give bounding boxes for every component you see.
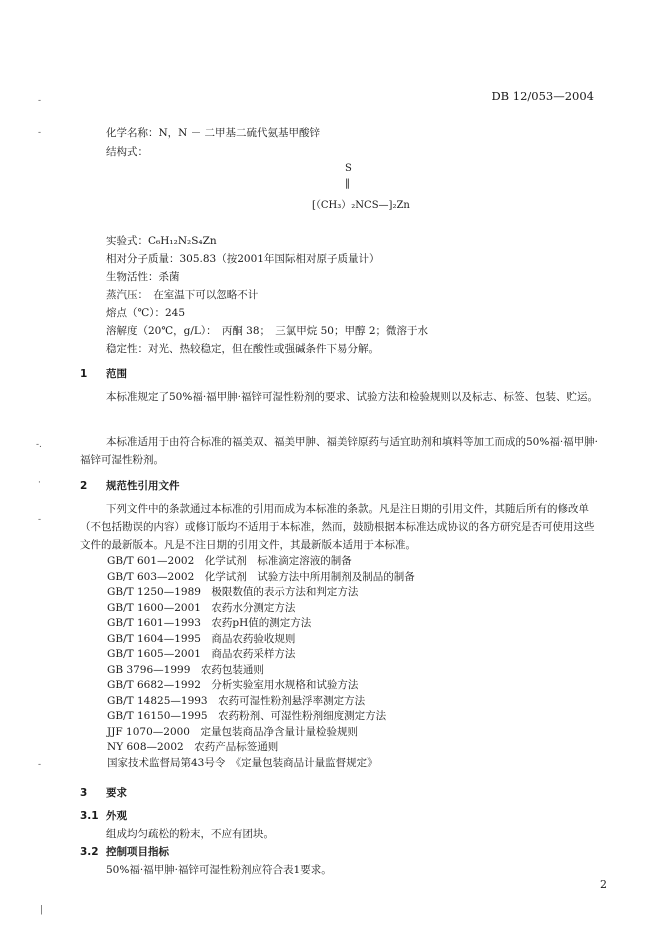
subsection-3-2-heading bbox=[80, 844, 169, 859]
section-3-heading bbox=[80, 785, 127, 800]
melting-point: 熔点（℃）：245 bbox=[106, 307, 186, 319]
section-number: 3 bbox=[80, 787, 88, 799]
section-1-paragraph-scope: 本标准规定了50%福·福甲胂·福锌可湿性粉剂的要求、试验方法和检验规则以及标志、标签、包装、贮运。 bbox=[106, 391, 599, 403]
reference-item: JJF 1070—2000 定量包装商品净含量计量检验规则 bbox=[107, 725, 358, 738]
solubility: 溶解度（20℃，g/L）： 丙酮 38； 三氯甲烷 50；甲醇 2；微溶于水 bbox=[106, 325, 429, 337]
subsection-title: 外观 bbox=[106, 810, 127, 822]
bioactivity: 生物活性：杀菌 bbox=[106, 271, 180, 283]
section-title: 范围 bbox=[106, 368, 127, 380]
reference-list bbox=[107, 554, 415, 771]
vapor-pressure: 蒸汽压： 在室温下可以忽略不计 bbox=[106, 289, 259, 301]
chemical-name: 化学名称：N，N － 二甲基二硫代氨基甲酸锌 bbox=[106, 127, 321, 139]
scan-mark: - bbox=[38, 96, 42, 106]
reference-item: GB/T 16150—1995 农药粉剂、可湿性粉剂细度测定方法 bbox=[107, 710, 387, 722]
structure-double-bond: ‖ bbox=[345, 178, 350, 189]
subsection-3-1-heading bbox=[80, 808, 127, 823]
section-1-heading bbox=[80, 366, 127, 381]
subsection-title: 控制项目指标 bbox=[106, 846, 169, 858]
scan-mark: - bbox=[38, 128, 42, 138]
reference-item: GB/T 1604—1995 商品农药验收规则 bbox=[107, 632, 296, 645]
section-2-heading bbox=[80, 478, 180, 493]
reference-item: GB 3796—1999 农药包装通则 bbox=[107, 663, 264, 676]
reference-item: GB/T 601—2002 化学试剂 标准滴定溶液的制备 bbox=[107, 555, 352, 567]
stability: 稳定性：对光、热较稳定，但在酸性或强碱条件下易分解。 bbox=[106, 343, 379, 355]
scan-mark: - bbox=[38, 760, 42, 770]
document-number: DB 12/053—2004 bbox=[491, 89, 594, 103]
scan-mark: | bbox=[40, 905, 44, 915]
subsection-3-2-text: 50%福·福甲胂·福锌可湿性粉剂应符合表1要求。 bbox=[106, 864, 332, 876]
scan-mark: - bbox=[38, 515, 42, 525]
structure-atom-s: S bbox=[345, 163, 352, 174]
reference-item: NY 608—2002 农药产品标签通则 bbox=[107, 741, 279, 753]
reference-item: GB/T 1600—2001 农药水分测定方法 bbox=[107, 601, 296, 614]
page-number: 2 bbox=[600, 878, 607, 891]
scan-mark: -. bbox=[36, 440, 42, 450]
structure-label: 结构式： bbox=[106, 146, 148, 158]
scan-mark: · bbox=[38, 478, 41, 488]
section-1-paragraph-applicability: 本标准适用于由符合标准的福美双、福美甲胂、福美锌原药与适宜助剂和填料等加工而成的50%福·福甲胂·福锌可湿性粉剂。 bbox=[80, 436, 599, 466]
section-title: 规范性引用文件 bbox=[106, 480, 180, 492]
reference-item: GB/T 603—2002 化学试剂 试验方法中所用制剂及制品的制备 bbox=[107, 570, 415, 583]
molecular-weight: 相对分子质量：305.83（按2001年国际相对原子质量计） bbox=[106, 253, 380, 265]
reference-item: GB/T 1250—1989 极限数值的表示方法和判定方法 bbox=[107, 586, 359, 598]
subsection-number: 3.2 bbox=[80, 846, 99, 858]
empirical-formula: 实验式：C₆H₁₂N₂S₄Zn bbox=[106, 235, 217, 247]
reference-item: GB/T 1601—1993 农药pH值的测定方法 bbox=[107, 617, 312, 629]
reference-item: GB/T 6682—1992 分析实验室用水规格和试验方法 bbox=[107, 679, 359, 691]
section-title: 要求 bbox=[106, 787, 127, 799]
section-2-paragraph: 下列文件中的条款通过本标准的引用而成为本标准的条款。凡是注日期的引用文件，其随后所有的修改单（不包括勘误的内容）或修订版均不适用于本标准，然而，鼓励根据本标准达成协议的各方研究是否可使用这些文件的最新版本。凡是不注日期的引用文件，其最新版本适用于本标准。 bbox=[80, 503, 595, 551]
structure-formula: [（CH₃）₂NCS—]₂Zn bbox=[312, 200, 410, 211]
subsection-number: 3.1 bbox=[80, 810, 99, 822]
reference-item: GB/T 14825—1993 农药可湿性粉剂悬浮率测定方法 bbox=[107, 694, 366, 707]
section-number: 1 bbox=[80, 368, 88, 380]
subsection-3-1-text: 组成均匀疏松的粉末，不应有团块。 bbox=[106, 828, 274, 840]
reference-item: GB/T 1605—2001 商品农药采样方法 bbox=[107, 648, 296, 660]
section-number: 2 bbox=[80, 480, 88, 492]
reference-item: 国家技术监督局第43号令 《定量包装商品计量监督规定》 bbox=[107, 756, 378, 769]
